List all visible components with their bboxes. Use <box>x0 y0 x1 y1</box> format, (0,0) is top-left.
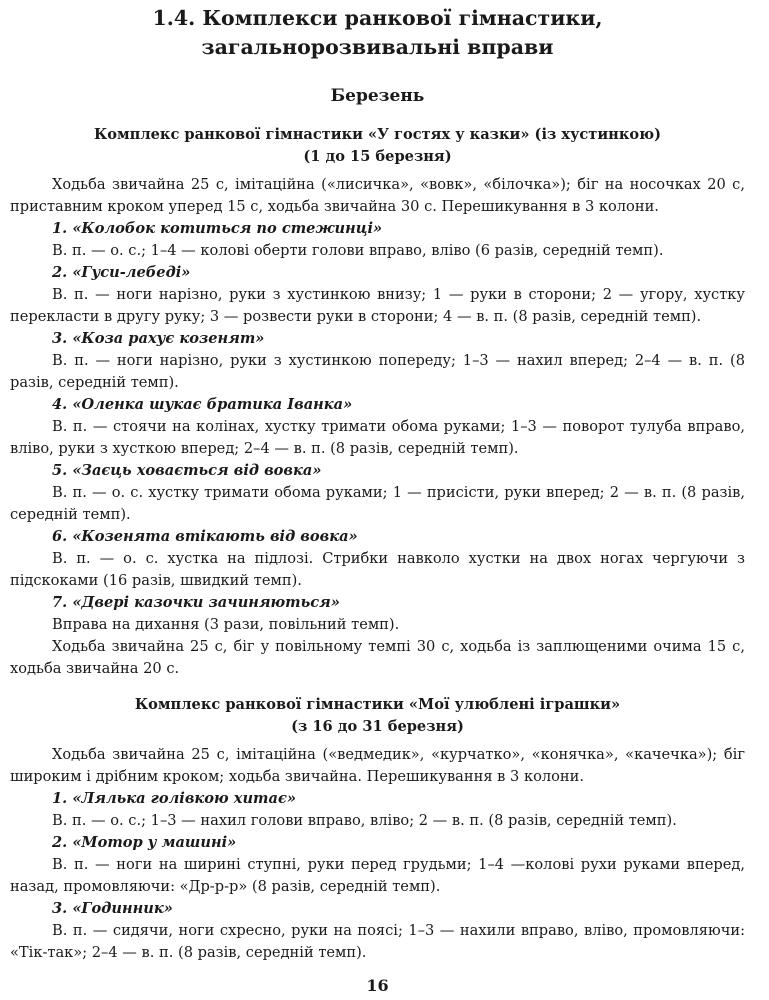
exercise-title: 1. «Колобок котиться по стежинці» <box>52 220 383 237</box>
complex-2-title <box>10 694 745 738</box>
exercise-title: 2. «Мотор у машині» <box>52 834 237 851</box>
exercise-title: 6. «Козенята втікають від вовка» <box>52 528 358 545</box>
complex-1-outro: Ходьба звичайна 25 с, біг у повільному темпі 30 с, ходьба із заплющеними очима 15 с, ходьба звичайна 20 с. <box>10 638 745 677</box>
exercise-title: 3. «Коза рахує козенят» <box>52 330 265 347</box>
exercise-text: В. п. — о. с.; 1–4 — колові оберти голови вправо, вліво (6 разів, середній темп). <box>52 242 664 259</box>
exercise-title: 3. «Годинник» <box>52 900 173 917</box>
exercise-title: 4. «Оленка шукає братика Іванка» <box>52 396 353 413</box>
exercise-text: В. п. — о. с.; 1–3 — нахил голови вправо, вліво; 2 — в. п. (8 разів, середній темп). <box>52 812 677 829</box>
complex-1-dates: (1 до 15 березня) <box>303 148 452 165</box>
month-heading: Березень <box>330 86 425 106</box>
exercise-text: В. п. — о. с. хустку тримати обома руками; 1 — присісти, руки вперед; 2 — в. п. (8 разів, середній темп). <box>10 484 745 523</box>
exercise-text: Вправа на дихання (3 рази, повільний темп). <box>52 616 400 633</box>
exercise-text: В. п. — ноги нарізно, руки з хустинкою внизу; 1 — руки в сторони; 2 — угору, хустку перекласти в другу руку; 3 — розвести руки в сторони; 4 — в. п. (8 разів, середній темп). <box>10 286 745 325</box>
chapter-title-line-1: 1.4. Комплекси ранкової гімнастики, <box>152 6 603 30</box>
exercise-title: 7. «Двері казочки зачиняються» <box>52 594 340 611</box>
exercise-text: В. п. — ноги на ширині ступні, руки перед грудьми; 1–4 —колові рухи руками вперед, назад, промовляючи: «Др-р-р» (8 разів, середній темп). <box>10 856 745 895</box>
exercise-title: 1. «Лялька голівкою хитає» <box>52 790 296 807</box>
exercise-text: В. п. — о. с. хустка на підлозі. Стрибки навколо хустки на двох ногах чергуючи з підскоками (16 разів, швидкий темп). <box>10 550 745 589</box>
exercise-title: 5. «Заєць ховається від вовка» <box>52 462 322 479</box>
complex-2-name: Комплекс ранкової гімнастики «Мої улюблені іграшки» <box>134 696 621 713</box>
exercise-text: В. п. — сидячи, ноги схресно, руки на поясі; 1–3 — нахили вправо, вліво, промовляючи: «Тік-так»; 2–4 — в. п. (8 разів, середній темп). <box>10 922 745 961</box>
chapter-title <box>10 4 745 62</box>
exercise-title: 2. «Гуси-лебеді» <box>52 264 191 281</box>
chapter-title-line-2: загальнорозвивальні вправи <box>201 35 554 59</box>
complex-2-dates: (з 16 до 31 березня) <box>291 718 464 735</box>
complex-1-name: Комплекс ранкової гімнастики «У гостях у казки» (із хустинкою) <box>93 126 662 143</box>
exercise-text: В. п. — стоячи на колінах, хустку тримати обома руками; 1–3 — поворот тулуба вправо, вліво, руки з хусткою вперед; 2–4 — в. п. (8 разів, середній темп). <box>10 418 745 457</box>
exercise-text: В. п. — ноги нарізно, руки з хустинкою попереду; 1–3 — нахил вперед; 2–4 — в. п. (8 разів, середній темп). <box>10 352 745 391</box>
complex-1-title <box>10 124 745 168</box>
page-number: 16 <box>366 976 389 995</box>
complex-2-intro: Ходьба звичайна 25 с, імітаційна («ведмедик», «курчатко», «конячка», «качечка»); біг широким і дрібним кроком; ходьба звичайна. Перешикування в 3 колони. <box>10 746 745 785</box>
complex-1-intro: Ходьба звичайна 25 с, імітаційна («лисичка», «вовк», «білочка»); біг на носочках 20 с, приставним кроком уперед 15 с, ходьба звичайна 30 с. Перешикування в 3 колони. <box>10 176 745 215</box>
